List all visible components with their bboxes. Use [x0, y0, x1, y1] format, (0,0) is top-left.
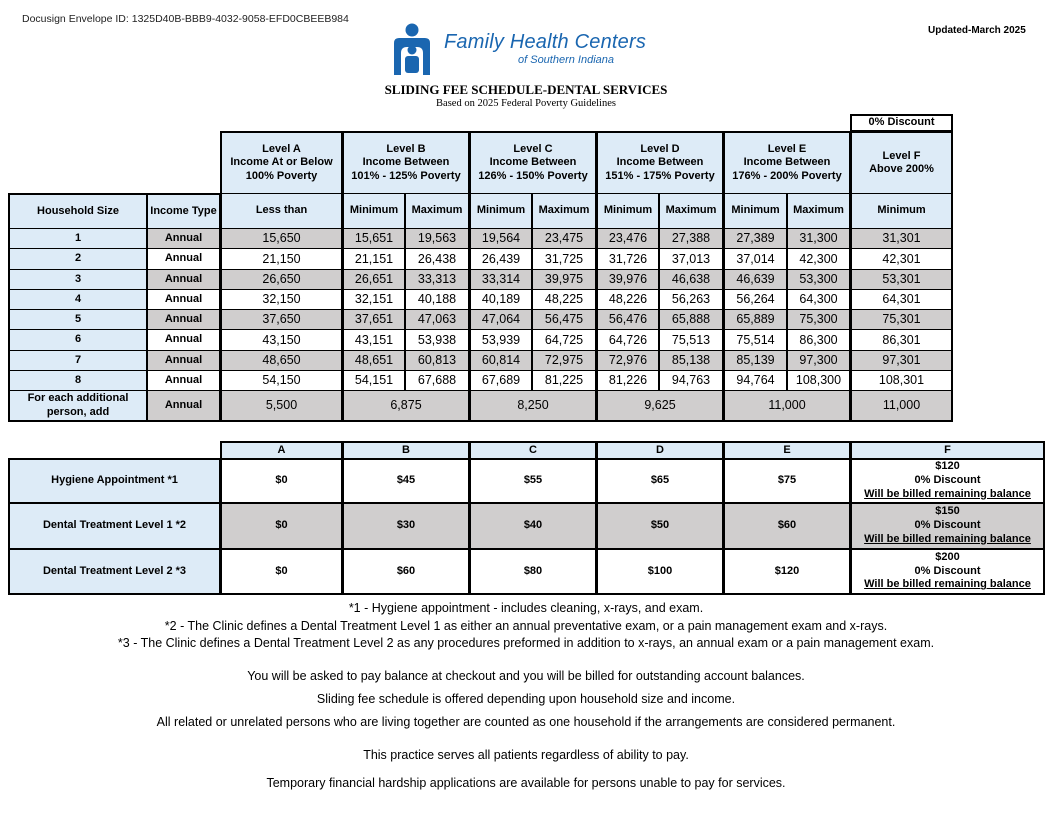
fee-cell-f — [850, 502, 1045, 549]
income-value-cell: 64,725 — [532, 329, 596, 351]
level-range: 151% - 175% Poverty — [605, 169, 715, 182]
household-size-cell: 4 — [8, 289, 147, 310]
income-value-cell: 54,150 — [220, 370, 342, 391]
income-value-cell: 32,151 — [342, 289, 405, 310]
level-name: Level A — [262, 143, 301, 156]
income-value-cell: 53,938 — [405, 329, 469, 351]
additional-person-value: 6,875 — [342, 390, 469, 422]
income-value-cell: 26,439 — [469, 248, 532, 270]
fee-cell-c: $80 — [469, 548, 596, 595]
fee-column-header-d: D — [596, 441, 723, 459]
level-name: Level E — [767, 143, 807, 156]
income-value-cell: 60,814 — [469, 350, 532, 371]
level-range: 126% - 150% Poverty — [478, 169, 588, 182]
household-size-cell: 3 — [8, 269, 147, 290]
income-value-cell: 15,650 — [220, 228, 342, 249]
note-serves-all: This practice serves all patients regardless of ability to pay. — [363, 748, 689, 762]
income-type-cell: Annual — [147, 269, 220, 290]
income-value-cell: 65,889 — [723, 309, 787, 330]
minimum-header: Minimum — [469, 193, 532, 229]
income-value-cell: 26,651 — [342, 269, 405, 290]
fee-cell-a: $0 — [220, 458, 342, 503]
service-label: Hygiene Appointment *1 — [8, 458, 220, 503]
income-value-cell: 40,188 — [405, 289, 469, 310]
additional-person-value: 11,000 — [850, 390, 953, 422]
fee-cell-f — [850, 548, 1045, 595]
income-value-cell: 72,975 — [532, 350, 596, 371]
minimum-header: Minimum — [596, 193, 659, 229]
income-value-cell: 39,975 — [532, 269, 596, 290]
fee-cell-b: $45 — [342, 458, 469, 503]
maximum-header: Maximum — [659, 193, 723, 229]
level-header-c — [469, 131, 596, 194]
income-value-cell: 48,651 — [342, 350, 405, 371]
income-type-cell: Annual — [147, 248, 220, 270]
level-range-label: Income Between — [362, 156, 450, 169]
household-size-header: Household Size — [8, 193, 147, 229]
fee-cell-a: $0 — [220, 548, 342, 595]
income-value-cell: 42,301 — [850, 248, 953, 270]
income-value-cell: 53,301 — [850, 269, 953, 290]
income-value-cell: 65,888 — [659, 309, 723, 330]
document-subtitle: Based on 2025 Federal Poverty Guidelines — [436, 98, 616, 109]
footnote-1: *1 - Hygiene appointment - includes cleaning, x-rays, and exam. — [348, 601, 704, 615]
income-value-cell: 27,388 — [659, 228, 723, 249]
income-value-cell: 23,476 — [596, 228, 659, 249]
fee-f-discount: 0% Discount — [914, 519, 981, 532]
maximum-header: Maximum — [532, 193, 596, 229]
level-range-label: Income At or Below — [230, 156, 333, 169]
income-value-cell: 27,389 — [723, 228, 787, 249]
fee-cell-d: $50 — [596, 502, 723, 549]
fee-cell-e: $75 — [723, 458, 850, 503]
income-value-cell: 60,813 — [405, 350, 469, 371]
footnote-3: *3 - The Clinic defines a Dental Treatment Level 2 as any procedures preformed in addition to x-rays, an annual exam or a pain management exam. — [117, 636, 935, 650]
minimum-header: Minimum — [342, 193, 405, 229]
fee-f-amount: $200 — [935, 550, 960, 563]
level-range: 100% Poverty — [245, 169, 318, 182]
level-range-label: Income Between — [743, 156, 831, 169]
fee-column-header-a: A — [220, 441, 342, 459]
income-value-cell: 67,688 — [405, 370, 469, 391]
income-value-cell: 37,650 — [220, 309, 342, 330]
fee-cell-d: $65 — [596, 458, 723, 503]
income-type-cell: Annual — [147, 350, 220, 371]
income-value-cell: 48,225 — [532, 289, 596, 310]
note-household: All related or unrelated persons who are living together are counted as one household if the arrangements are considered permanent. — [156, 715, 896, 729]
note-checkout: You will be asked to pay balance at checkout and you will be billed for outstanding account balances. — [247, 669, 805, 683]
maximum-header: Maximum — [787, 193, 850, 229]
updated-date: Updated-March 2025 — [928, 25, 1026, 36]
level-name: Level F — [882, 149, 921, 162]
income-value-cell: 43,151 — [342, 329, 405, 351]
note-sliding-fee: Sliding fee schedule is offered depending upon household size and income. — [316, 692, 736, 706]
income-value-cell: 81,226 — [596, 370, 659, 391]
level-name: Level D — [640, 143, 680, 156]
income-value-cell: 26,650 — [220, 269, 342, 290]
income-value-cell: 39,976 — [596, 269, 659, 290]
income-value-cell: 97,300 — [787, 350, 850, 371]
additional-person-value: 11,000 — [723, 390, 850, 422]
income-value-cell: 37,014 — [723, 248, 787, 270]
service-label: Dental Treatment Level 2 *3 — [8, 548, 220, 595]
level-header-b — [342, 131, 469, 194]
income-value-cell: 67,689 — [469, 370, 532, 391]
minimum-header: Minimum — [723, 193, 787, 229]
income-value-cell: 48,650 — [220, 350, 342, 371]
additional-person-value: 9,625 — [596, 390, 723, 422]
income-value-cell: 86,301 — [850, 329, 953, 351]
household-size-cell: 1 — [8, 228, 147, 249]
income-value-cell: 94,763 — [659, 370, 723, 391]
income-value-cell: 56,264 — [723, 289, 787, 310]
income-value-cell: 54,151 — [342, 370, 405, 391]
family-people-icon — [390, 23, 434, 75]
income-value-cell: 33,314 — [469, 269, 532, 290]
level-header-e — [723, 131, 850, 194]
level-name: Level C — [513, 143, 553, 156]
household-size-cell: 5 — [8, 309, 147, 330]
income-value-cell: 47,064 — [469, 309, 532, 330]
income-value-cell: 85,139 — [723, 350, 787, 371]
income-value-cell: 97,301 — [850, 350, 953, 371]
document-title: SLIDING FEE SCHEDULE-DENTAL SERVICES — [384, 82, 668, 97]
additional-person-label: For each additional person, add — [8, 390, 147, 422]
income-value-cell: 64,726 — [596, 329, 659, 351]
income-type-cell: Annual — [147, 228, 220, 249]
fee-cell-a: $0 — [220, 502, 342, 549]
income-value-cell: 31,301 — [850, 228, 953, 249]
income-value-cell: 72,976 — [596, 350, 659, 371]
household-size-cell: 2 — [8, 248, 147, 270]
fee-f-amount: $150 — [935, 505, 960, 518]
fee-f-discount: 0% Discount — [914, 564, 981, 577]
fee-cell-f — [850, 458, 1045, 503]
income-type-cell: Annual — [147, 329, 220, 351]
income-value-cell: 64,301 — [850, 289, 953, 310]
income-value-cell: 75,514 — [723, 329, 787, 351]
income-value-cell: 37,651 — [342, 309, 405, 330]
income-value-cell: 31,300 — [787, 228, 850, 249]
fee-f-note: Will be billed remaining balance — [864, 487, 1031, 500]
fee-cell-c: $40 — [469, 502, 596, 549]
level-range-label: Above 200% — [869, 163, 934, 175]
level-header-f — [850, 131, 953, 194]
fee-f-note: Will be billed remaining balance — [864, 532, 1031, 545]
logo — [390, 23, 690, 78]
household-size-cell: 6 — [8, 329, 147, 351]
fee-column-header-b: B — [342, 441, 469, 459]
income-value-cell: 53,939 — [469, 329, 532, 351]
income-value-cell: 85,138 — [659, 350, 723, 371]
minimum-header: Minimum — [850, 193, 953, 229]
level-range: 101% - 125% Poverty — [351, 169, 461, 182]
income-value-cell: 15,651 — [342, 228, 405, 249]
income-type-cell: Annual — [147, 289, 220, 310]
fee-f-discount: 0% Discount — [914, 474, 981, 487]
income-value-cell: 32,150 — [220, 289, 342, 310]
income-value-cell: 64,300 — [787, 289, 850, 310]
income-value-cell: 75,301 — [850, 309, 953, 330]
income-value-cell: 43,150 — [220, 329, 342, 351]
fee-f-amount: $120 — [935, 460, 960, 473]
income-value-cell: 33,313 — [405, 269, 469, 290]
income-value-cell: 53,300 — [787, 269, 850, 290]
note-hardship: Temporary financial hardship applications are available for persons unable to pay for services. — [266, 776, 786, 790]
level-header-a — [220, 131, 342, 194]
fee-f-note: Will be billed remaining balance — [864, 578, 1031, 591]
additional-person-value: 8,250 — [469, 390, 596, 422]
footnote-2: *2 - The Clinic defines a Dental Treatment Level 1 as either an annual preventative exam, or a pain management exam and x-rays. — [164, 619, 888, 633]
income-value-cell: 42,300 — [787, 248, 850, 270]
income-value-cell: 37,013 — [659, 248, 723, 270]
level-range: 176% - 200% Poverty — [732, 169, 842, 182]
income-value-cell: 21,150 — [220, 248, 342, 270]
income-value-cell: 48,226 — [596, 289, 659, 310]
logo-name: Family Health Centers — [444, 31, 647, 53]
fee-cell-b: $30 — [342, 502, 469, 549]
income-value-cell: 31,725 — [532, 248, 596, 270]
income-value-cell: 46,638 — [659, 269, 723, 290]
income-type-header: Income Type — [147, 193, 220, 229]
income-value-cell: 56,263 — [659, 289, 723, 310]
income-value-cell: 31,726 — [596, 248, 659, 270]
fee-cell-e: $60 — [723, 502, 850, 549]
level-range-label: Income Between — [616, 156, 704, 169]
income-value-cell: 94,764 — [723, 370, 787, 391]
fee-cell-c: $55 — [469, 458, 596, 503]
income-value-cell: 108,300 — [787, 370, 850, 391]
income-type-cell: Annual — [147, 309, 220, 330]
fee-column-header-f: F — [850, 441, 1045, 459]
income-value-cell: 19,564 — [469, 228, 532, 249]
fee-cell-e: $120 — [723, 548, 850, 595]
zero-discount-label: 0% Discount — [850, 114, 953, 132]
household-size-cell: 7 — [8, 350, 147, 371]
household-size-cell: 8 — [8, 370, 147, 391]
less-than-header: Less than — [220, 193, 342, 229]
income-value-cell: 75,513 — [659, 329, 723, 351]
income-value-cell: 23,475 — [532, 228, 596, 249]
logo-subname: of Southern Indiana — [518, 54, 615, 66]
income-value-cell: 56,476 — [596, 309, 659, 330]
service-label: Dental Treatment Level 1 *2 — [8, 502, 220, 549]
docusign-envelope-id: Docusign Envelope ID: 1325D40B-BBB9-4032-9058-EFD0CBEEB984 — [22, 13, 349, 25]
income-value-cell: 81,225 — [532, 370, 596, 391]
fee-column-header-c: C — [469, 441, 596, 459]
income-value-cell: 19,563 — [405, 228, 469, 249]
income-type-cell: Annual — [147, 370, 220, 391]
additional-person-value: 5,500 — [220, 390, 342, 422]
income-value-cell: 86,300 — [787, 329, 850, 351]
level-header-d — [596, 131, 723, 194]
income-value-cell: 75,300 — [787, 309, 850, 330]
income-value-cell: 21,151 — [342, 248, 405, 270]
income-value-cell: 40,189 — [469, 289, 532, 310]
fee-cell-d: $100 — [596, 548, 723, 595]
income-value-cell: 46,639 — [723, 269, 787, 290]
income-value-cell: 26,438 — [405, 248, 469, 270]
income-value-cell: 47,063 — [405, 309, 469, 330]
maximum-header: Maximum — [405, 193, 469, 229]
income-value-cell: 108,301 — [850, 370, 953, 391]
fee-cell-b: $60 — [342, 548, 469, 595]
income-type-cell: Annual — [147, 390, 220, 422]
income-value-cell: 56,475 — [532, 309, 596, 330]
fee-column-header-e: E — [723, 441, 850, 459]
level-name: Level B — [386, 143, 426, 156]
level-range-label: Income Between — [489, 156, 577, 169]
